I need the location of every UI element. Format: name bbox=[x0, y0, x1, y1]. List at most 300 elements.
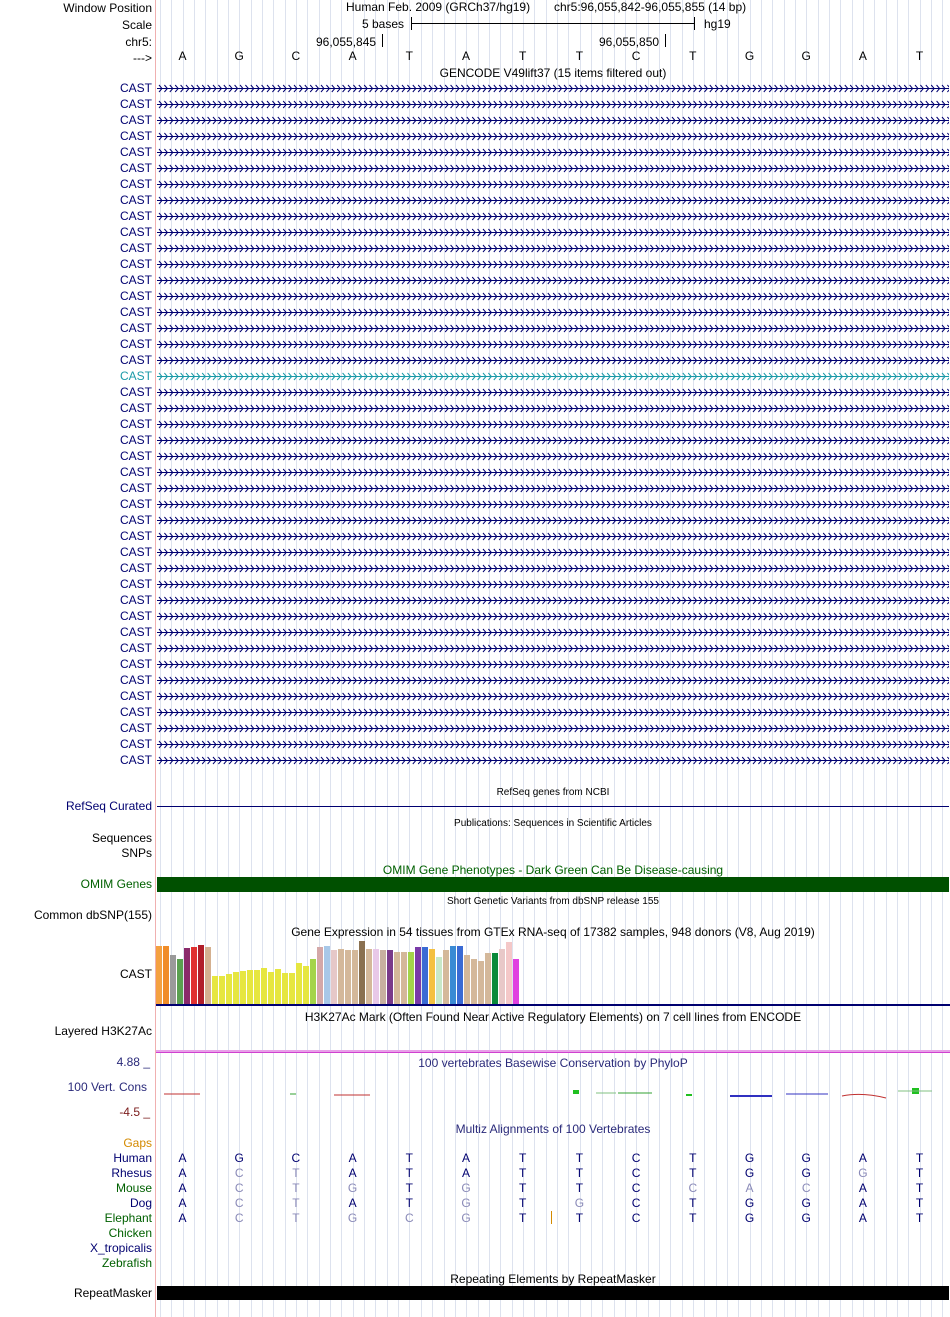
gencode-transcript-label[interactable]: CAST bbox=[119, 145, 152, 159]
gencode-transcript-label[interactable]: CAST bbox=[119, 529, 152, 543]
tick-left bbox=[382, 34, 383, 47]
gtex-tissue-bar[interactable] bbox=[324, 946, 330, 1004]
species-label[interactable]: Dog bbox=[129, 1196, 152, 1210]
strand-chevrons bbox=[157, 260, 949, 269]
strand-chevrons bbox=[157, 116, 949, 125]
gtex-tissue-bar[interactable] bbox=[513, 959, 519, 1004]
gencode-transcript[interactable] bbox=[157, 644, 949, 653]
gencode-transcript[interactable] bbox=[157, 84, 949, 93]
gencode-transcript[interactable] bbox=[157, 436, 949, 445]
gencode-transcript[interactable] bbox=[157, 628, 949, 637]
gencode-transcript-label[interactable]: CAST bbox=[119, 321, 152, 335]
assembly-title: Human Feb. 2009 (GRCh37/hg19) bbox=[346, 0, 531, 14]
gtex-tissue-bar[interactable] bbox=[387, 950, 393, 1004]
refseq-title[interactable]: RefSeq genes from NCBI bbox=[496, 787, 610, 798]
gencode-transcript-label[interactable]: CAST bbox=[119, 513, 152, 527]
repeatmasker-bar[interactable] bbox=[157, 1286, 949, 1300]
gencode-transcript-label[interactable]: CAST bbox=[119, 465, 152, 479]
gencode-transcript[interactable] bbox=[157, 516, 949, 525]
aligned-base: T bbox=[915, 1166, 924, 1180]
strand-chevrons bbox=[157, 372, 949, 381]
strand-chevrons bbox=[157, 100, 949, 109]
gtex-label[interactable]: CAST bbox=[119, 967, 152, 981]
aligned-base: C bbox=[801, 1181, 811, 1195]
gencode-transcript-label[interactable]: CAST bbox=[119, 353, 152, 367]
strand-chevrons bbox=[157, 436, 949, 445]
gtex-tissue-bar[interactable] bbox=[443, 950, 449, 1004]
aligned-base: A bbox=[858, 1151, 867, 1165]
aligned-base: G bbox=[347, 1211, 358, 1225]
gencode-transcript-label[interactable]: CAST bbox=[119, 225, 152, 239]
gencode-transcript-label[interactable]: CAST bbox=[119, 369, 152, 383]
gencode-transcript-label[interactable]: CAST bbox=[119, 577, 152, 591]
reference-base: T bbox=[405, 49, 413, 63]
gencode-transcript[interactable] bbox=[157, 132, 949, 141]
aligned-base: C bbox=[631, 1181, 641, 1195]
gencode-transcript[interactable] bbox=[157, 404, 949, 413]
reference-base: A bbox=[461, 49, 470, 63]
gtex-tissue-bar[interactable] bbox=[184, 948, 190, 1004]
aligned-base: T bbox=[405, 1166, 413, 1180]
gencode-transcript-label[interactable]: CAST bbox=[119, 625, 152, 639]
gencode-transcript-label[interactable]: CAST bbox=[119, 481, 152, 495]
aligned-base: A bbox=[178, 1166, 187, 1180]
gencode-transcript[interactable] bbox=[157, 596, 949, 605]
phylop-signal[interactable] bbox=[156, 1084, 950, 1104]
gtex-tissue-bar[interactable] bbox=[380, 950, 386, 1004]
gencode-transcript[interactable] bbox=[157, 260, 949, 269]
reference-base: G bbox=[801, 49, 811, 63]
label-divider bbox=[155, 0, 156, 1317]
aligned-base: A bbox=[858, 1211, 867, 1225]
h3k27ac-title[interactable]: H3K27Ac Mark (Often Found Near Active Regulatory Elements) on 7 cell lines from ENCODE bbox=[304, 1010, 802, 1024]
multiz-title[interactable]: Multiz Alignments of 100 Vertebrates bbox=[455, 1122, 651, 1136]
gencode-transcript[interactable] bbox=[157, 356, 949, 365]
gencode-transcript-label[interactable]: CAST bbox=[119, 273, 152, 287]
gtex-tissue-bar[interactable] bbox=[373, 949, 379, 1004]
reference-base: G bbox=[234, 49, 244, 63]
strand-chevrons bbox=[157, 708, 949, 717]
gtex-tissue-bar[interactable] bbox=[268, 972, 274, 1004]
aligned-base: G bbox=[744, 1196, 755, 1210]
strand-chevrons bbox=[157, 596, 949, 605]
gencode-transcript[interactable] bbox=[157, 244, 949, 253]
gtex-tissue-bar[interactable] bbox=[163, 946, 169, 1004]
aligned-base: C bbox=[631, 1166, 641, 1180]
strand-chevrons bbox=[157, 564, 949, 573]
gencode-transcript[interactable] bbox=[157, 324, 949, 333]
aligned-base: C bbox=[404, 1211, 414, 1225]
gencode-transcript-label[interactable]: CAST bbox=[119, 289, 152, 303]
gencode-transcript-label[interactable]: CAST bbox=[119, 737, 152, 751]
strand-chevrons bbox=[157, 740, 949, 749]
aligned-base: T bbox=[575, 1181, 584, 1195]
aligned-base: C bbox=[234, 1196, 244, 1210]
reference-base: G bbox=[744, 49, 755, 63]
aligned-base: A bbox=[348, 1166, 357, 1180]
gencode-transcript[interactable] bbox=[157, 580, 949, 589]
aligned-base: G bbox=[801, 1196, 811, 1210]
gencode-transcript-label[interactable]: CAST bbox=[119, 433, 152, 447]
strand-chevrons bbox=[157, 532, 949, 541]
strand-chevrons bbox=[157, 580, 949, 589]
strand-chevrons bbox=[157, 308, 949, 317]
gencode-transcript[interactable] bbox=[157, 484, 949, 493]
refseq-line[interactable] bbox=[157, 806, 949, 807]
species-label[interactable]: Chicken bbox=[108, 1226, 152, 1240]
h3k27ac-signal-line[interactable] bbox=[156, 1052, 950, 1053]
tick-label-left: 96,055,845 bbox=[316, 35, 377, 49]
aligned-base: G bbox=[744, 1151, 755, 1165]
gtex-tissue-bar[interactable] bbox=[205, 947, 211, 1004]
aligned-base: T bbox=[575, 1211, 584, 1225]
scale-bar-left-tick bbox=[411, 17, 412, 30]
gencode-transcript[interactable] bbox=[157, 340, 949, 349]
scale-bar-right-tick bbox=[694, 17, 695, 30]
aligned-base: T bbox=[689, 1211, 697, 1225]
aligned-base: G bbox=[234, 1151, 244, 1165]
aligned-base: A bbox=[348, 1151, 357, 1165]
gencode-transcript-label[interactable]: CAST bbox=[119, 161, 152, 175]
gencode-transcript[interactable] bbox=[157, 612, 949, 621]
scale-bar bbox=[411, 23, 694, 24]
strand-label: ---> bbox=[133, 51, 152, 65]
gencode-transcript-label[interactable]: CAST bbox=[119, 657, 152, 671]
gtex-tissue-bar[interactable] bbox=[506, 942, 512, 1004]
aligned-base: G bbox=[858, 1166, 868, 1180]
strand-chevrons bbox=[157, 276, 949, 285]
aligned-base: T bbox=[405, 1151, 413, 1165]
gencode-transcript[interactable] bbox=[157, 100, 949, 109]
dbsnp-label[interactable]: Common dbSNP(155) bbox=[33, 908, 152, 922]
refseq-label[interactable]: RefSeq Curated bbox=[65, 799, 152, 813]
gencode-transcript[interactable] bbox=[157, 276, 949, 285]
gencode-transcript[interactable] bbox=[157, 500, 949, 509]
species-label[interactable]: X_tropicalis bbox=[89, 1241, 152, 1255]
gtex-title[interactable]: Gene Expression in 54 tissues from GTEx RNA-seq of 17382 samples, 948 donors (V8, Aug 2019) bbox=[291, 925, 815, 939]
strand-chevrons bbox=[157, 644, 949, 653]
scale-text: 5 bases bbox=[362, 17, 405, 31]
gencode-transcript-label[interactable]: CAST bbox=[119, 97, 152, 111]
gtex-tissue-bar[interactable] bbox=[170, 955, 176, 1004]
gtex-tissue-bar[interactable] bbox=[191, 947, 197, 1004]
gencode-transcript-label[interactable]: CAST bbox=[119, 209, 152, 223]
gencode-transcript[interactable] bbox=[157, 164, 949, 173]
strand-chevrons bbox=[157, 484, 949, 493]
aligned-base: G bbox=[461, 1181, 471, 1195]
gtex-tissue-bar[interactable] bbox=[233, 972, 239, 1004]
gencode-transcript-label[interactable]: CAST bbox=[119, 129, 152, 143]
aligned-base: A bbox=[178, 1181, 187, 1195]
gtex-baseline bbox=[156, 1004, 950, 1006]
aligned-base: T bbox=[689, 1151, 697, 1165]
gtex-tissue-bar[interactable] bbox=[464, 955, 470, 1004]
aligned-base: G bbox=[347, 1181, 358, 1195]
aligned-base: T bbox=[519, 1211, 527, 1225]
gtex-tissue-bar[interactable] bbox=[450, 946, 456, 1004]
reference-base: A bbox=[178, 49, 187, 63]
strand-chevrons bbox=[157, 356, 949, 365]
gtex-tissue-bar[interactable] bbox=[499, 949, 505, 1004]
publications-title[interactable]: Publications: Sequences in Scientific Articles bbox=[454, 818, 652, 829]
gencode-transcript-label[interactable]: CAST bbox=[119, 753, 152, 767]
strand-chevrons bbox=[157, 180, 949, 189]
aligned-base: A bbox=[178, 1196, 187, 1210]
reference-base: C bbox=[291, 49, 301, 63]
aligned-base: T bbox=[915, 1196, 924, 1210]
aligned-base: G bbox=[801, 1211, 811, 1225]
gtex-tissue-bar[interactable] bbox=[359, 941, 365, 1004]
gencode-transcript[interactable] bbox=[157, 116, 949, 125]
aligned-base: T bbox=[915, 1181, 924, 1195]
gencode-transcript[interactable] bbox=[157, 420, 949, 429]
gencode-transcript-label[interactable]: CAST bbox=[119, 193, 152, 207]
aligned-base: T bbox=[519, 1196, 527, 1210]
gtex-tissue-bar[interactable] bbox=[303, 966, 309, 1004]
aligned-base: A bbox=[745, 1181, 754, 1195]
gtex-tissue-bar[interactable] bbox=[331, 950, 337, 1004]
omim-label[interactable]: OMIM Genes bbox=[80, 877, 152, 891]
gencode-transcript[interactable] bbox=[157, 548, 949, 557]
gencode-transcript[interactable] bbox=[157, 180, 949, 189]
gencode-transcript[interactable] bbox=[157, 660, 949, 669]
strand-chevrons bbox=[157, 612, 949, 621]
gtex-tissue-bar[interactable] bbox=[415, 947, 421, 1004]
gtex-tissue-bar[interactable] bbox=[261, 968, 267, 1004]
species-label[interactable]: Rhesus bbox=[111, 1166, 152, 1180]
gtex-tissue-bar[interactable] bbox=[212, 976, 218, 1004]
reference-base: T bbox=[575, 49, 584, 63]
gencode-transcript-label[interactable]: CAST bbox=[119, 497, 152, 511]
gencode-transcript[interactable] bbox=[157, 228, 949, 237]
gtex-tissue-bar[interactable] bbox=[289, 973, 295, 1004]
h3k27ac-label[interactable]: Layered H3K27Ac bbox=[54, 1024, 152, 1038]
aligned-base: G bbox=[744, 1211, 755, 1225]
position-range[interactable]: chr5:96,055,842-96,055,855 (14 bp) bbox=[554, 0, 747, 14]
gtex-tissue-bar[interactable] bbox=[310, 959, 316, 1004]
aligned-base: T bbox=[292, 1166, 300, 1180]
gtex-tissue-bar[interactable] bbox=[478, 961, 484, 1004]
tick-label-right: 96,055,850 bbox=[599, 35, 660, 49]
gtex-tissue-bar[interactable] bbox=[317, 947, 323, 1004]
gtex-tissue-bar[interactable] bbox=[485, 953, 491, 1004]
aligned-base: T bbox=[519, 1181, 527, 1195]
strand-chevrons bbox=[157, 292, 949, 301]
strand-chevrons bbox=[157, 244, 949, 253]
gencode-transcript[interactable] bbox=[157, 196, 949, 205]
gtex-tissue-bar[interactable] bbox=[240, 971, 246, 1004]
species-label[interactable]: Zebrafish bbox=[101, 1256, 152, 1270]
gtex-bar-chart[interactable] bbox=[156, 940, 950, 1004]
gencode-transcript[interactable] bbox=[157, 532, 949, 541]
aligned-base: C bbox=[291, 1151, 301, 1165]
strand-chevrons bbox=[157, 548, 949, 557]
aligned-base: T bbox=[689, 1166, 697, 1180]
gtex-tissue-bar[interactable] bbox=[282, 973, 288, 1004]
gtex-tissue-bar[interactable] bbox=[275, 969, 281, 1004]
gencode-transcript-label[interactable]: CAST bbox=[119, 545, 152, 559]
repeatmasker-title[interactable]: Repeating Elements by RepeatMasker bbox=[450, 1272, 656, 1286]
gencode-transcript[interactable] bbox=[157, 148, 949, 157]
aligned-base: A bbox=[461, 1166, 470, 1180]
gencode-transcript[interactable] bbox=[157, 388, 949, 397]
reference-base: T bbox=[519, 49, 527, 63]
gtex-tissue-bar[interactable] bbox=[219, 976, 225, 1004]
aligned-base: T bbox=[292, 1181, 300, 1195]
gencode-transcript[interactable] bbox=[157, 564, 949, 573]
aligned-base: A bbox=[461, 1151, 470, 1165]
publications-label-sequences[interactable]: Sequences bbox=[91, 831, 152, 845]
gencode-transcript-label[interactable]: CAST bbox=[119, 673, 152, 687]
aligned-base: T bbox=[405, 1196, 413, 1210]
aligned-base: G bbox=[744, 1166, 755, 1180]
strand-chevrons bbox=[157, 724, 949, 733]
publications-label-snps[interactable]: SNPs bbox=[121, 846, 152, 860]
gencode-transcript-label[interactable]: CAST bbox=[119, 641, 152, 655]
aligned-base: A bbox=[348, 1196, 357, 1210]
gtex-tissue-bar[interactable] bbox=[352, 950, 358, 1004]
aligned-base: T bbox=[915, 1211, 924, 1225]
scale-db: hg19 bbox=[704, 17, 731, 31]
gencode-transcript-label[interactable]: CAST bbox=[119, 721, 152, 735]
aligned-base: C bbox=[234, 1181, 244, 1195]
gtex-tissue-bar[interactable] bbox=[457, 946, 463, 1004]
species-label[interactable]: Mouse bbox=[115, 1181, 152, 1195]
reference-base: A bbox=[858, 49, 867, 63]
aligned-base: C bbox=[631, 1151, 641, 1165]
aligned-base: A bbox=[858, 1196, 867, 1210]
aligned-base: T bbox=[915, 1151, 924, 1165]
aligned-base: G bbox=[461, 1196, 471, 1210]
aligned-base: G bbox=[461, 1211, 471, 1225]
reference-base: C bbox=[631, 49, 641, 63]
gencode-transcript[interactable] bbox=[157, 212, 949, 221]
gencode-transcript[interactable] bbox=[157, 756, 949, 765]
strand-chevrons bbox=[157, 660, 949, 669]
omim-title[interactable]: OMIM Gene Phenotypes - Dark Green Can Be Disease-causing bbox=[382, 863, 724, 877]
aligned-base: C bbox=[234, 1166, 244, 1180]
gtex-tissue-bar[interactable] bbox=[296, 963, 302, 1004]
gencode-transcript-label[interactable]: CAST bbox=[119, 385, 152, 399]
phylop-title[interactable]: 100 vertebrates Basewise Conservation by PhyloP bbox=[418, 1056, 688, 1070]
species-label[interactable]: Elephant bbox=[104, 1211, 152, 1225]
gtex-tissue-bar[interactable] bbox=[492, 953, 498, 1004]
strand-chevrons bbox=[157, 516, 949, 525]
gencode-transcript-label[interactable]: CAST bbox=[119, 177, 152, 191]
strand-chevrons bbox=[157, 500, 949, 509]
aligned-base: C bbox=[234, 1211, 244, 1225]
gtex-tissue-bar[interactable] bbox=[394, 952, 400, 1004]
gtex-tissue-bar[interactable] bbox=[471, 959, 477, 1004]
reference-base: T bbox=[689, 49, 697, 63]
strand-chevrons bbox=[157, 148, 949, 157]
gencode-transcript-label[interactable]: CAST bbox=[119, 81, 152, 95]
gencode-transcript[interactable] bbox=[157, 708, 949, 717]
dbsnp-title[interactable]: Short Genetic Variants from dbSNP release 155 bbox=[447, 896, 659, 907]
phylop-min: -4.5 _ bbox=[119, 1105, 150, 1119]
gtex-tissue-bar[interactable] bbox=[401, 952, 407, 1004]
gencode-transcript[interactable] bbox=[157, 308, 949, 317]
strand-chevrons bbox=[157, 628, 949, 637]
gencode-title[interactable]: GENCODE V49lift37 (15 items filtered out) bbox=[439, 66, 667, 80]
strand-chevrons bbox=[157, 340, 949, 349]
gtex-tissue-bar[interactable] bbox=[429, 949, 435, 1004]
gencode-transcript[interactable] bbox=[157, 676, 949, 685]
repeatmasker-label[interactable]: RepeatMasker bbox=[73, 1286, 152, 1300]
gencode-transcript-label[interactable]: CAST bbox=[119, 337, 152, 351]
aligned-base: T bbox=[575, 1166, 584, 1180]
gencode-transcript[interactable] bbox=[157, 372, 949, 381]
gencode-transcript[interactable] bbox=[157, 740, 949, 749]
gencode-transcript[interactable] bbox=[157, 724, 949, 733]
aligned-base: T bbox=[405, 1181, 413, 1195]
gencode-transcript-label[interactable]: CAST bbox=[119, 305, 152, 319]
strand-chevrons bbox=[157, 452, 949, 461]
gtex-tissue-bar[interactable] bbox=[226, 974, 232, 1004]
gaps-label[interactable]: Gaps bbox=[123, 1136, 152, 1150]
chr-label: chr5: bbox=[125, 35, 152, 49]
gencode-transcript-label[interactable]: CAST bbox=[119, 689, 152, 703]
gencode-transcript-label[interactable]: CAST bbox=[119, 241, 152, 255]
species-label[interactable]: Human bbox=[113, 1151, 152, 1165]
gtex-tissue-bar[interactable] bbox=[338, 949, 344, 1004]
gencode-transcript-label[interactable]: CAST bbox=[119, 257, 152, 271]
gencode-transcript-label[interactable]: CAST bbox=[119, 113, 152, 127]
gtex-tissue-bar[interactable] bbox=[247, 970, 253, 1004]
strand-chevrons bbox=[157, 676, 949, 685]
gtex-tissue-bar[interactable] bbox=[156, 946, 162, 1004]
aligned-base: G bbox=[801, 1166, 811, 1180]
strand-chevrons bbox=[157, 404, 949, 413]
aligned-base: T bbox=[519, 1151, 527, 1165]
aligned-base: T bbox=[575, 1151, 584, 1165]
gtex-tissue-bar[interactable] bbox=[345, 950, 351, 1004]
gencode-transcript[interactable] bbox=[157, 292, 949, 301]
gencode-transcript[interactable] bbox=[157, 692, 949, 701]
tick-right bbox=[665, 34, 666, 47]
gtex-tissue-bar[interactable] bbox=[177, 959, 183, 1004]
gencode-transcript-label[interactable]: CAST bbox=[119, 609, 152, 623]
reference-base: A bbox=[348, 49, 357, 63]
gtex-tissue-bar[interactable] bbox=[408, 952, 414, 1004]
gencode-transcript-label[interactable]: CAST bbox=[119, 449, 152, 463]
gencode-transcript[interactable] bbox=[157, 468, 949, 477]
gencode-transcript-label[interactable]: CAST bbox=[119, 561, 152, 575]
gencode-transcript[interactable] bbox=[157, 452, 949, 461]
strand-chevrons bbox=[157, 468, 949, 477]
strand-chevrons bbox=[157, 212, 949, 221]
gtex-tissue-bar[interactable] bbox=[422, 947, 428, 1004]
phylop-label[interactable]: 100 Vert. Cons bbox=[67, 1080, 147, 1094]
gtex-tissue-bar[interactable] bbox=[198, 945, 204, 1004]
aligned-base: A bbox=[858, 1181, 867, 1195]
gtex-tissue-bar[interactable] bbox=[254, 970, 260, 1004]
gencode-transcript-label[interactable]: CAST bbox=[119, 705, 152, 719]
aligned-base: T bbox=[689, 1196, 697, 1210]
strand-chevrons bbox=[157, 420, 949, 429]
gtex-tissue-bar[interactable] bbox=[366, 949, 372, 1004]
gencode-transcript-label[interactable]: CAST bbox=[119, 401, 152, 415]
elephant-insertion-mark bbox=[551, 1211, 552, 1224]
gencode-transcript-label[interactable]: CAST bbox=[119, 417, 152, 431]
reference-base: T bbox=[915, 49, 924, 63]
aligned-base: C bbox=[688, 1181, 698, 1195]
gencode-transcript-label[interactable]: CAST bbox=[119, 593, 152, 607]
aligned-base: A bbox=[178, 1151, 187, 1165]
gtex-tissue-bar[interactable] bbox=[436, 957, 442, 1004]
window-position-label: Window Position bbox=[63, 1, 152, 15]
omim-bar[interactable] bbox=[157, 877, 949, 892]
